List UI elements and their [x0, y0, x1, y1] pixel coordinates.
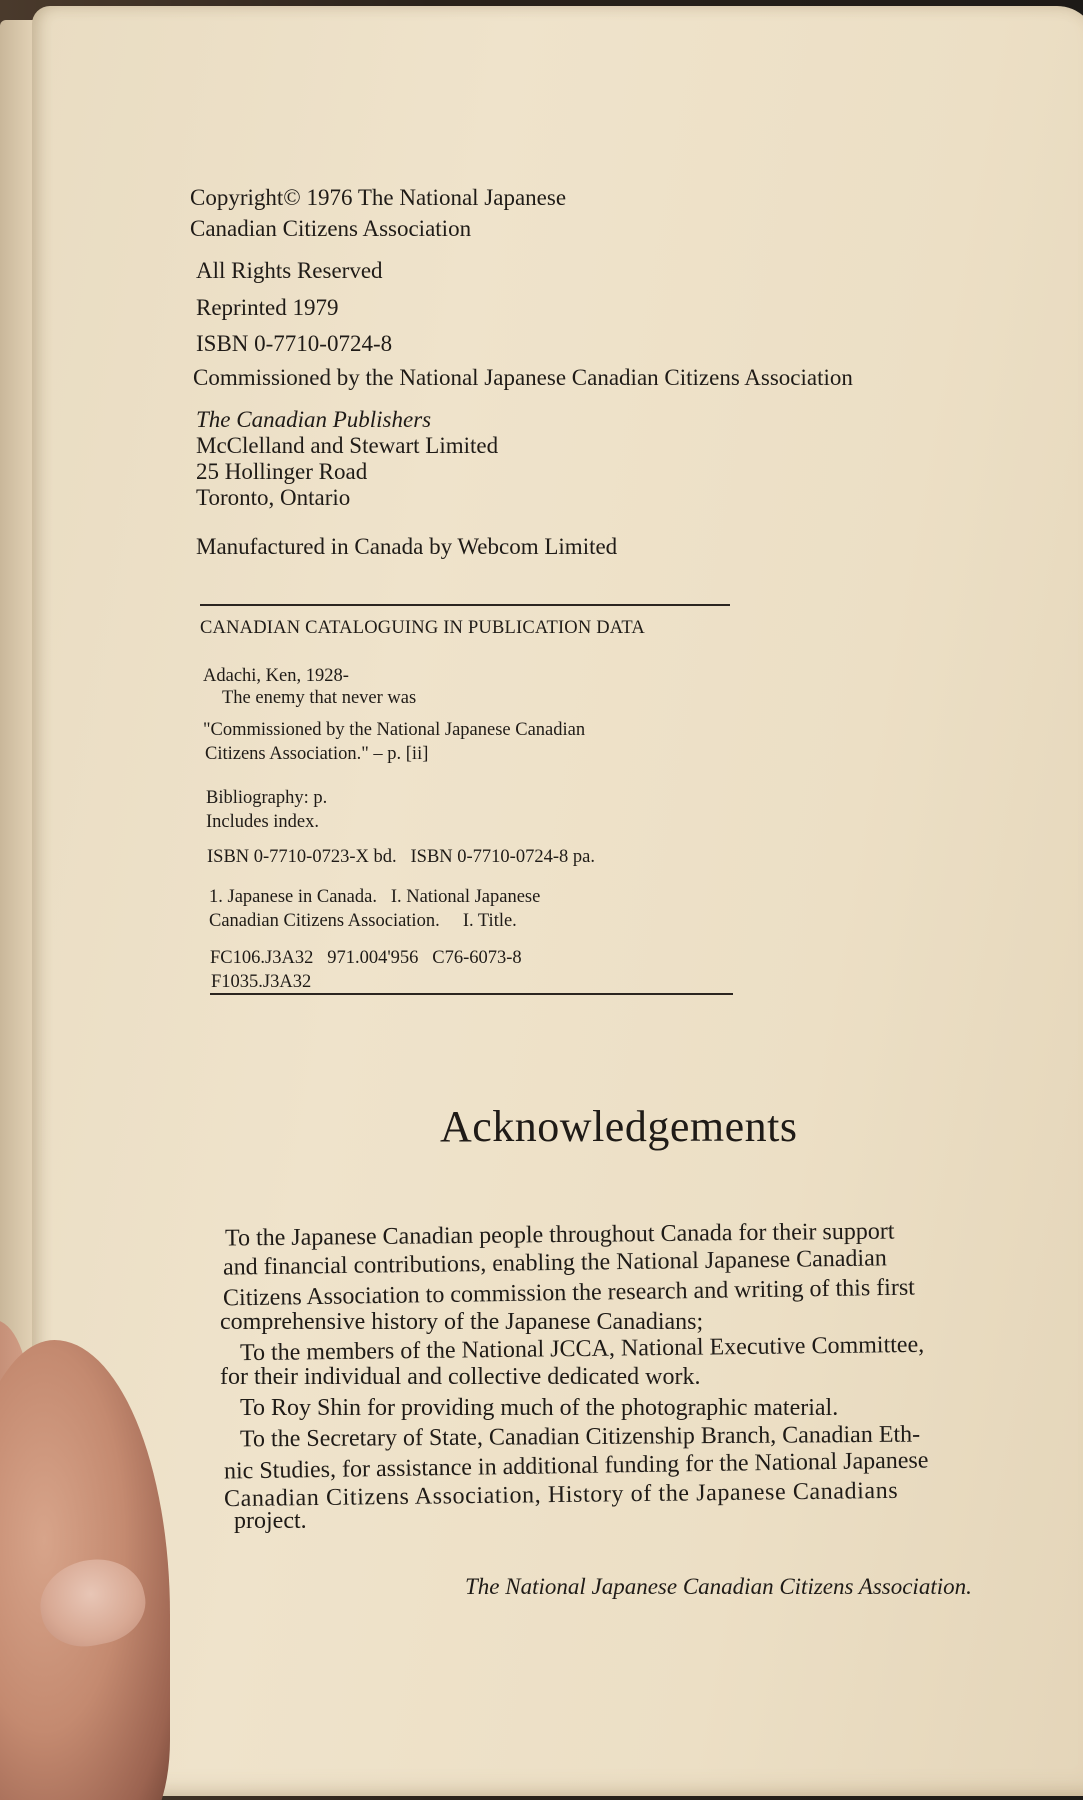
cip-heading: CANADIAN CATALOGUING IN PUBLICATION DATA	[200, 618, 645, 638]
copyright-line-2: Canadian Citizens Association	[190, 216, 472, 241]
cip-note-2: Citizens Association." – p. [ii]	[205, 744, 429, 764]
cip-note: "Commissioned by the National Japanese Canadian	[203, 720, 586, 740]
copyright-page	[32, 6, 1083, 1796]
isbn: ISBN 0-7710-0724-8	[196, 331, 393, 356]
publisher-street: 25 Hollinger Road	[196, 459, 368, 484]
ack-line: To the Secretary of State, Canadian Citizenship Branch, Canadian Eth-	[239, 1421, 921, 1453]
ack-line: project.	[234, 1508, 307, 1534]
publisher-city: Toronto, Ontario	[196, 485, 351, 510]
cip-classification: FC106.J3A32 971.004'956 C76-6073-8	[210, 948, 522, 968]
ack-line: Canadian Citizens Association, History of the Japanese Canadians	[223, 1477, 899, 1513]
commissioned-by: Commissioned by the National Japanese Canadian Citizens Association	[193, 365, 853, 390]
cip-bottom-rule	[210, 993, 733, 995]
signature: The National Japanese Canadian Citizens Association.	[465, 1574, 972, 1599]
cip-title: The enemy that never was	[222, 688, 417, 708]
ack-line: To the Japanese Canadian people throughout Canada for their support	[224, 1218, 895, 1252]
cip-subjects-2: Canadian Citizens Association. I. Title.	[209, 911, 517, 931]
reprint-year: Reprinted 1979	[196, 295, 339, 320]
cip-bibliography: Bibliography: p.	[206, 788, 328, 808]
ack-line: To the members of the National JCCA, National Executive Committee,	[239, 1331, 925, 1367]
cip-isbns: ISBN 0-7710-0723-X bd. ISBN 0-7710-0724-8 pa.	[207, 847, 595, 867]
manufactured-by: Manufactured in Canada by Webcom Limited	[196, 534, 618, 559]
cip-author: Adachi, Ken, 1928-	[203, 666, 349, 686]
cip-index: Includes index.	[206, 812, 320, 832]
ack-line: for their individual and collective dedicated work.	[220, 1364, 701, 1390]
rights-reserved: All Rights Reserved	[196, 258, 383, 283]
ack-line: and financial contributions, enabling the National Japanese Canadian	[222, 1245, 887, 1281]
copyright-line: Copyright© 1976 The National Japanese	[190, 185, 567, 210]
ack-line: comprehensive history of the Japanese Canadians;	[220, 1309, 704, 1335]
cip-top-rule	[200, 604, 730, 606]
cip-subjects: 1. Japanese in Canada. I. National Japanese	[209, 887, 541, 907]
ack-line: nic Studies, for assistance in additional funding for the National Japanese	[223, 1447, 929, 1485]
ack-line: To Roy Shin for providing much of the photographic material.	[240, 1395, 839, 1421]
publisher-label: The Canadian Publishers	[196, 407, 432, 432]
publisher-name: McClelland and Stewart Limited	[196, 433, 499, 458]
cip-classification-2: F1035.J3A32	[211, 972, 312, 992]
acknowledgements-heading: Acknowledgements	[440, 1102, 798, 1151]
ack-line: Citizens Association to commission the research and writing of this first	[222, 1274, 916, 1312]
